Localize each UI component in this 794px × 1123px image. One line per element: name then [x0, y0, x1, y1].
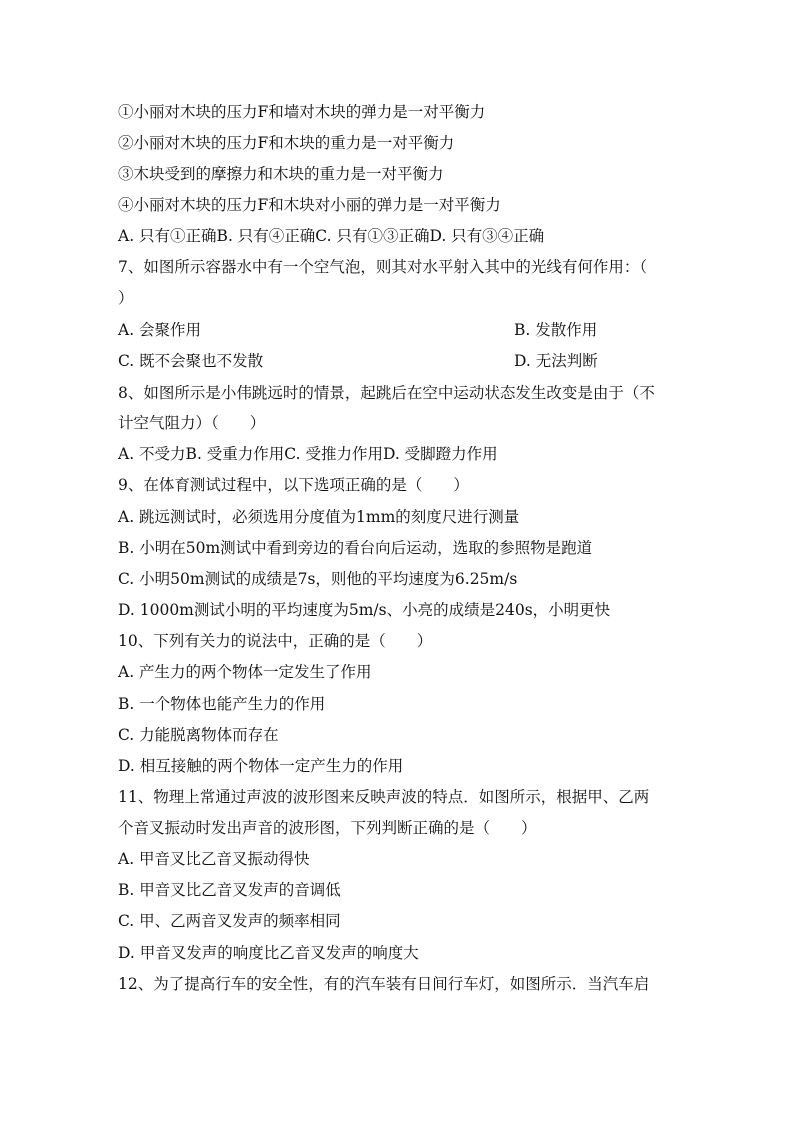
q9-option-d: D. 1000m测试小明的平均速度为5m/s、小亮的成绩是240s，小明更快 — [118, 601, 611, 619]
q6-statement-2: ②小丽对木块的压力F和木块的重力是一对平衡力 — [118, 134, 455, 152]
q11-stem-line-1: 11、物理上常通过声波的波形图来反映声波的特点．如图所示，根据甲、乙两 — [118, 788, 650, 806]
q7-stem-line-1: 7、如图所示容器水中有一个空气泡，则其对水平射入其中的光线有何作用：（ — [118, 258, 648, 276]
q10-option-c: C. 力能脱离物体而存在 — [118, 726, 279, 744]
q10-option-b: B. 一个物体也能产生力的作用 — [118, 695, 326, 713]
q11-option-c: C. 甲、乙两音叉发声的频率相同 — [118, 912, 341, 930]
q10-option-a: A. 产生力的两个物体一定发生了作用 — [118, 663, 372, 681]
q7-option-a: A. 会聚作用 — [118, 321, 202, 339]
q7-option-c: C. 既不会聚也不发散 — [118, 352, 264, 370]
q6-options: A. 只有①正确B. 只有④正确C. 只有①③正确D. 只有③④正确 — [118, 227, 545, 245]
q11-option-b: B. 甲音叉比乙音叉发声的音调低 — [118, 881, 341, 899]
q10-stem: 10、下列有关力的说法中，正确的是（ ） — [118, 632, 433, 650]
q9-option-a: A. 跳远测试时，必须选用分度值为1mm的刻度尺进行测量 — [118, 508, 520, 526]
q6-statement-1: ①小丽对木块的压力F和墙对木块的弹力是一对平衡力 — [118, 103, 486, 121]
q10-option-d: D. 相互接触的两个物体一定产生力的作用 — [118, 757, 404, 775]
q7-stem-line-2: ） — [118, 289, 134, 307]
q11-stem-line-2: 个音叉振动时发出声音的波形图，下列判断正确的是（ ） — [118, 819, 537, 837]
q7-options-row-1 — [118, 320, 678, 340]
q9-option-b: B. 小明在50m测试中看到旁边的看台向后运动，选取的参照物是跑道 — [118, 539, 593, 557]
q11-option-a: A. 甲音叉比乙音叉振动得快 — [118, 850, 310, 868]
q11-option-d: D. 甲音叉发声的响度比乙音叉发声的响度大 — [118, 944, 419, 962]
q9-option-c: C. 小明50m测试的成绩是7s，则他的平均速度为6.25m/s — [118, 570, 518, 588]
q8-stem-line-2: 计空气阻力）（ ） — [118, 414, 266, 432]
q8-stem-line-1: 8、如图所示是小伟跳远时的情景，起跳后在空中运动状态发生改变是由于（不 — [118, 384, 655, 402]
q7-options-row-2 — [118, 351, 678, 371]
q12-stem-line-1: 12、为了提高行车的安全性，有的汽车装有日间行车灯，如图所示．当汽车启 — [118, 975, 650, 993]
q6-statement-3: ③木块受到的摩擦力和木块的重力是一对平衡力 — [118, 165, 444, 183]
q7-option-b: B. 发散作用 — [514, 321, 598, 339]
q9-stem: 9、在体育测试过程中，以下选项正确的是（ ） — [118, 476, 469, 494]
q8-options: A. 不受力B. 受重力作用C. 受推力作用D. 受脚蹬力作用 — [118, 445, 498, 463]
q6-statement-4: ④小丽对木块的压力F和木块对小丽的弹力是一对平衡力 — [118, 196, 501, 214]
q7-option-d: D. 无法判断 — [514, 352, 598, 370]
